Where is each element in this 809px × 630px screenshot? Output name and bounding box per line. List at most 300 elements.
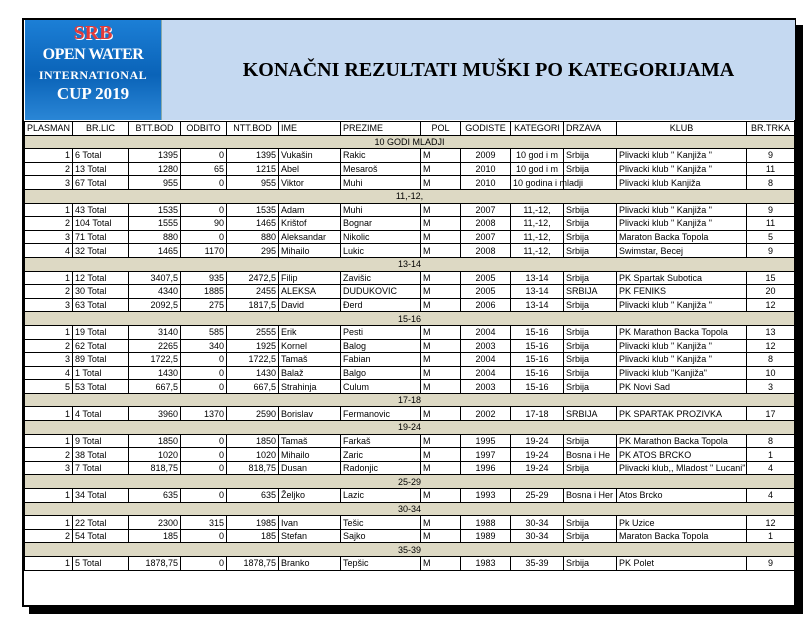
table-cell: 2 bbox=[25, 162, 73, 176]
table-cell: David bbox=[279, 298, 341, 312]
table-cell: 2009 bbox=[461, 149, 511, 163]
table-cell: 635 bbox=[129, 489, 181, 503]
table-cell: 0 bbox=[181, 203, 227, 217]
table-cell: 104 Total bbox=[73, 217, 129, 231]
table-cell: 9 bbox=[747, 149, 795, 163]
table-cell: M bbox=[421, 366, 461, 380]
table-cell: 5 bbox=[747, 230, 795, 244]
table-cell: 185 bbox=[129, 529, 181, 543]
table-cell: 880 bbox=[129, 230, 181, 244]
table-cell: 1 Total bbox=[73, 366, 129, 380]
table-cell: M bbox=[421, 244, 461, 258]
table-row bbox=[25, 407, 795, 421]
logo-line-4: CUP 2019 bbox=[56, 84, 130, 103]
table-cell: 15 bbox=[747, 271, 795, 285]
column-header: PREZIME bbox=[341, 122, 421, 136]
table-cell: 2265 bbox=[129, 339, 181, 353]
table-cell: 62 Total bbox=[73, 339, 129, 353]
table-cell: Lukic bbox=[341, 244, 421, 258]
table-cell: 1 bbox=[25, 557, 73, 571]
table-cell: 13 Total bbox=[73, 162, 129, 176]
table-cell: 3 bbox=[747, 380, 795, 394]
table-cell: PK FENIKS bbox=[617, 285, 747, 299]
category-label: 25-29 bbox=[25, 475, 795, 489]
table-row bbox=[25, 529, 795, 543]
table-cell: Srbija bbox=[564, 203, 617, 217]
table-cell: Lazic bbox=[341, 489, 421, 503]
column-header: KLUB bbox=[617, 122, 747, 136]
table-cell: M bbox=[421, 516, 461, 530]
table-cell: Stefan bbox=[279, 529, 341, 543]
table-cell: 2008 bbox=[461, 217, 511, 231]
table-cell: 2007 bbox=[461, 230, 511, 244]
table-row bbox=[25, 380, 795, 394]
table-cell: 315 bbox=[181, 516, 227, 530]
table-cell: Plivacki klub " Kanjiža " bbox=[617, 339, 747, 353]
table-cell: PK SPARTAK PROZIVKA bbox=[617, 407, 747, 421]
table-cell: 67 Total bbox=[73, 176, 129, 190]
table-cell: M bbox=[421, 325, 461, 339]
table-cell: Srbija bbox=[564, 298, 617, 312]
table-cell: 12 bbox=[747, 298, 795, 312]
table-cell: Srbija bbox=[564, 461, 617, 475]
table-cell: 13-14 bbox=[511, 271, 564, 285]
column-header: BTT.BOD bbox=[129, 122, 181, 136]
table-cell: 2005 bbox=[461, 271, 511, 285]
table-cell: 11 bbox=[747, 217, 795, 231]
table-cell: PK Spartak Subotica bbox=[617, 271, 747, 285]
table-cell: Tešic bbox=[341, 516, 421, 530]
table-row bbox=[25, 339, 795, 353]
category-row bbox=[25, 189, 795, 203]
table-cell: 12 bbox=[747, 339, 795, 353]
table-cell: PK Novi Sad bbox=[617, 380, 747, 394]
table-cell: Mihailo bbox=[279, 448, 341, 462]
table-cell: 1985 bbox=[227, 516, 279, 530]
table-row bbox=[25, 271, 795, 285]
table-cell: M bbox=[421, 557, 461, 571]
table-row bbox=[25, 298, 795, 312]
table-cell: 1850 bbox=[227, 434, 279, 448]
table-row bbox=[25, 217, 795, 231]
table-cell: 0 bbox=[181, 353, 227, 367]
column-header: PLASMAN bbox=[25, 122, 73, 136]
table-cell: Mesaroš bbox=[341, 162, 421, 176]
table-cell: Pk Uzice bbox=[617, 516, 747, 530]
table-cell: Srbija bbox=[564, 339, 617, 353]
table-cell: 20 bbox=[747, 285, 795, 299]
table-cell: 1215 bbox=[227, 162, 279, 176]
table-cell: Balog bbox=[341, 339, 421, 353]
category-row bbox=[25, 393, 795, 407]
category-label: 17-18 bbox=[25, 393, 795, 407]
table-cell: 11,-12, bbox=[511, 230, 564, 244]
table-cell: M bbox=[421, 529, 461, 543]
table-cell: 0 bbox=[181, 529, 227, 543]
table-cell: Adam bbox=[279, 203, 341, 217]
table-cell: PK Polet bbox=[617, 557, 747, 571]
table-cell: 0 bbox=[181, 434, 227, 448]
table-cell: 15-16 bbox=[511, 353, 564, 367]
table-cell: Maraton Backa Topola bbox=[617, 529, 747, 543]
category-row bbox=[25, 257, 795, 271]
table-row bbox=[25, 448, 795, 462]
table-cell: Srbija bbox=[564, 271, 617, 285]
table-cell: Plivacki klub " Kanjiža " bbox=[617, 353, 747, 367]
table-cell: 90 bbox=[181, 217, 227, 231]
table-cell: Tamaš bbox=[279, 434, 341, 448]
table-cell: 635 bbox=[227, 489, 279, 503]
table-cell: Vukašin bbox=[279, 149, 341, 163]
table-cell: 0 bbox=[181, 448, 227, 462]
table-cell: 3 bbox=[25, 230, 73, 244]
table-cell: M bbox=[421, 230, 461, 244]
table-cell: 2006 bbox=[461, 298, 511, 312]
table-cell: Abel bbox=[279, 162, 341, 176]
table-cell: 818,75 bbox=[129, 461, 181, 475]
table-cell: 1 bbox=[25, 325, 73, 339]
table-cell: 1722,5 bbox=[227, 353, 279, 367]
table-cell: 19-24 bbox=[511, 434, 564, 448]
table-cell: Srbija bbox=[564, 516, 617, 530]
category-row bbox=[25, 543, 795, 557]
page-title: KONAČNI REZULTATI MUŠKI PO KATEGORIJAMA bbox=[242, 58, 735, 81]
table-cell: 17-18 bbox=[511, 407, 564, 421]
table-cell: 3407,5 bbox=[129, 271, 181, 285]
table-cell: 2 bbox=[25, 529, 73, 543]
category-label: 15-16 bbox=[25, 312, 795, 326]
table-cell: 2472,5 bbox=[227, 271, 279, 285]
table-cell: 13 bbox=[747, 325, 795, 339]
table-cell: Balaž bbox=[279, 366, 341, 380]
table-cell: 53 Total bbox=[73, 380, 129, 394]
table-cell: M bbox=[421, 162, 461, 176]
table-cell: 4 bbox=[747, 461, 795, 475]
table-cell: Srbija bbox=[564, 325, 617, 339]
table-cell: Bosna i Her bbox=[564, 489, 617, 503]
column-header: DRZAVA bbox=[564, 122, 617, 136]
table-cell: M bbox=[421, 339, 461, 353]
table-cell: Rakic bbox=[341, 149, 421, 163]
table-cell: 4 bbox=[25, 244, 73, 258]
table-cell: 1280 bbox=[129, 162, 181, 176]
results-sheet bbox=[22, 18, 796, 607]
table-cell: 8 bbox=[747, 353, 795, 367]
table-cell: Srbija bbox=[564, 557, 617, 571]
table-cell: 5 Total bbox=[73, 557, 129, 571]
table-cell: Đerd bbox=[341, 298, 421, 312]
table-cell: 1 bbox=[25, 434, 73, 448]
table-cell: 1983 bbox=[461, 557, 511, 571]
table-cell: 13-14 bbox=[511, 298, 564, 312]
table-cell: 2004 bbox=[461, 353, 511, 367]
table-cell: 38 Total bbox=[73, 448, 129, 462]
table-cell: 8 bbox=[747, 176, 795, 190]
table-cell: 1535 bbox=[129, 203, 181, 217]
table-cell: 1878,75 bbox=[129, 557, 181, 571]
table-cell: Radonjic bbox=[341, 461, 421, 475]
table-row bbox=[25, 285, 795, 299]
table-cell: 8 bbox=[747, 434, 795, 448]
table-cell: M bbox=[421, 271, 461, 285]
table-cell: Tepšic bbox=[341, 557, 421, 571]
table-cell: 2 bbox=[25, 285, 73, 299]
table-cell: 4 bbox=[25, 366, 73, 380]
category-row bbox=[25, 135, 795, 149]
table-cell: 1988 bbox=[461, 516, 511, 530]
table-cell: 3140 bbox=[129, 325, 181, 339]
table-cell: Kornel bbox=[279, 339, 341, 353]
table-cell: 1555 bbox=[129, 217, 181, 231]
table-cell: M bbox=[421, 407, 461, 421]
table-cell: 15-16 bbox=[511, 380, 564, 394]
table-cell: 2007 bbox=[461, 203, 511, 217]
table-cell: 1817,5 bbox=[227, 298, 279, 312]
table-cell: M bbox=[421, 461, 461, 475]
table-cell: Željko bbox=[279, 489, 341, 503]
table-cell: 2002 bbox=[461, 407, 511, 421]
table-cell: Bognar bbox=[341, 217, 421, 231]
table-cell: 10 godina i mladji bbox=[511, 176, 564, 190]
table-cell: Plivacki klub Kanjiža bbox=[617, 176, 747, 190]
table-row bbox=[25, 230, 795, 244]
table-row bbox=[25, 149, 795, 163]
table-cell: M bbox=[421, 353, 461, 367]
table-row bbox=[25, 353, 795, 367]
category-row bbox=[25, 502, 795, 516]
table-cell: Srbija bbox=[564, 366, 617, 380]
table-cell: Fabian bbox=[341, 353, 421, 367]
table-cell: 1993 bbox=[461, 489, 511, 503]
table-cell: 2004 bbox=[461, 325, 511, 339]
table-cell: Plivacki klub " Kanjiža " bbox=[617, 217, 747, 231]
table-cell: 0 bbox=[181, 230, 227, 244]
table-cell: 34 Total bbox=[73, 489, 129, 503]
table-cell: 275 bbox=[181, 298, 227, 312]
table-row bbox=[25, 434, 795, 448]
table-cell: 185 bbox=[227, 529, 279, 543]
table-row bbox=[25, 461, 795, 475]
table-cell: 1170 bbox=[181, 244, 227, 258]
table-cell: Srbija bbox=[564, 149, 617, 163]
table-row bbox=[25, 325, 795, 339]
table-cell: 1535 bbox=[227, 203, 279, 217]
table-cell: Srbija bbox=[564, 230, 617, 244]
table-cell: 818,75 bbox=[227, 461, 279, 475]
table-cell: Borislav bbox=[279, 407, 341, 421]
table-cell: 1395 bbox=[129, 149, 181, 163]
table-cell: 35-39 bbox=[511, 557, 564, 571]
table-cell: Srbija bbox=[564, 217, 617, 231]
table-cell: 10 god i m bbox=[511, 162, 564, 176]
table-cell: 935 bbox=[181, 271, 227, 285]
table-cell: ALEKSA bbox=[279, 285, 341, 299]
table-cell: 4 bbox=[747, 489, 795, 503]
table-cell: 1 bbox=[25, 516, 73, 530]
table-cell: DUDUKOVIC bbox=[341, 285, 421, 299]
table-cell: 2008 bbox=[461, 244, 511, 258]
table-cell: Maraton Backa Topola bbox=[617, 230, 747, 244]
table-cell: Pesti bbox=[341, 325, 421, 339]
table-cell: 10 bbox=[747, 366, 795, 380]
table-cell: 1996 bbox=[461, 461, 511, 475]
table-cell: 585 bbox=[181, 325, 227, 339]
table-cell: 3 bbox=[25, 298, 73, 312]
table-cell: 17 bbox=[747, 407, 795, 421]
results-table bbox=[24, 121, 795, 571]
table-cell: Branko bbox=[279, 557, 341, 571]
table-cell: 71 Total bbox=[73, 230, 129, 244]
table-cell: 2590 bbox=[227, 407, 279, 421]
table-cell: 15-16 bbox=[511, 325, 564, 339]
table-cell: Fermanovic bbox=[341, 407, 421, 421]
table-cell: 1430 bbox=[129, 366, 181, 380]
column-header: GODISTE bbox=[461, 122, 511, 136]
table-cell: Zaric bbox=[341, 448, 421, 462]
table-cell: M bbox=[421, 448, 461, 462]
category-row bbox=[25, 312, 795, 326]
table-cell: 0 bbox=[181, 489, 227, 503]
table-cell: 19-24 bbox=[511, 448, 564, 462]
column-header: IME bbox=[279, 122, 341, 136]
table-row bbox=[25, 176, 795, 190]
table-cell: Muhi bbox=[341, 203, 421, 217]
table-cell: 1465 bbox=[227, 217, 279, 231]
table-cell: M bbox=[421, 489, 461, 503]
column-header: POL bbox=[421, 122, 461, 136]
table-cell: 4 Total bbox=[73, 407, 129, 421]
table-cell: 2005 bbox=[461, 285, 511, 299]
table-cell: 1878,75 bbox=[227, 557, 279, 571]
table-cell: 22 Total bbox=[73, 516, 129, 530]
table-cell: PK ATOS BRCKO bbox=[617, 448, 747, 462]
table-cell: 11,-12, bbox=[511, 244, 564, 258]
column-header: ODBITO bbox=[181, 122, 227, 136]
category-label: 19-24 bbox=[25, 421, 795, 435]
logo-line-2: OPEN WATER bbox=[42, 46, 144, 63]
table-cell: 11,-12, bbox=[511, 217, 564, 231]
table-cell: 9 Total bbox=[73, 434, 129, 448]
table-cell: Balgo bbox=[341, 366, 421, 380]
table-cell: 12 Total bbox=[73, 271, 129, 285]
table-cell: 667,5 bbox=[227, 380, 279, 394]
table-cell: 15-16 bbox=[511, 339, 564, 353]
table-cell: Bosna i He bbox=[564, 448, 617, 462]
table-cell: Plivacki klub " Kanjiža " bbox=[617, 149, 747, 163]
table-cell: 32 Total bbox=[73, 244, 129, 258]
column-header: KATEGORI bbox=[511, 122, 564, 136]
header bbox=[24, 20, 794, 122]
table-cell: M bbox=[421, 203, 461, 217]
table-cell: 2 bbox=[25, 217, 73, 231]
table-cell: 2004 bbox=[461, 366, 511, 380]
table-cell: 1995 bbox=[461, 434, 511, 448]
table-cell: 2003 bbox=[461, 339, 511, 353]
table-row bbox=[25, 557, 795, 571]
table-cell: 1 bbox=[25, 271, 73, 285]
table-cell: 2 bbox=[25, 448, 73, 462]
table-cell: Filip bbox=[279, 271, 341, 285]
table-cell: 1989 bbox=[461, 529, 511, 543]
category-row bbox=[25, 475, 795, 489]
table-cell: 2092,5 bbox=[129, 298, 181, 312]
table-cell: 4340 bbox=[129, 285, 181, 299]
table-cell: 1020 bbox=[129, 448, 181, 462]
table-cell: 30-34 bbox=[511, 529, 564, 543]
table-cell: Dusan bbox=[279, 461, 341, 475]
table-cell: 1 bbox=[25, 489, 73, 503]
category-row bbox=[25, 421, 795, 435]
table-cell: Zavišic bbox=[341, 271, 421, 285]
table-cell: 2300 bbox=[129, 516, 181, 530]
table-cell: 0 bbox=[181, 380, 227, 394]
table-cell: 65 bbox=[181, 162, 227, 176]
table-cell: Aleksandar bbox=[279, 230, 341, 244]
category-label: 13-14 bbox=[25, 257, 795, 271]
table-cell: 1997 bbox=[461, 448, 511, 462]
logo-line-1: SRB bbox=[73, 22, 113, 44]
table-cell: M bbox=[421, 149, 461, 163]
table-cell: 1 bbox=[25, 149, 73, 163]
table-cell: 10 god i m bbox=[511, 149, 564, 163]
column-header: BR.LIC bbox=[73, 122, 129, 136]
table-cell: 0 bbox=[181, 176, 227, 190]
table-cell: Plivacki klub,, Mladost " Lucani" bbox=[617, 461, 747, 475]
table-row bbox=[25, 516, 795, 530]
table-cell: Plivacki klub " Kanjiža " bbox=[617, 298, 747, 312]
table-cell: 0 bbox=[181, 461, 227, 475]
event-logo bbox=[25, 20, 161, 120]
table-cell: PK Marathon Backa Topola bbox=[617, 434, 747, 448]
table-cell: 1465 bbox=[129, 244, 181, 258]
table-cell: 2 bbox=[25, 339, 73, 353]
table-cell: Srbija bbox=[564, 244, 617, 258]
table-cell: M bbox=[421, 285, 461, 299]
table-cell: 3 bbox=[25, 353, 73, 367]
table-cell: 1 bbox=[25, 407, 73, 421]
table-cell: M bbox=[421, 217, 461, 231]
table-cell: 2003 bbox=[461, 380, 511, 394]
table-cell: 3 bbox=[25, 176, 73, 190]
table-cell: 1430 bbox=[227, 366, 279, 380]
table-cell: Srbija bbox=[564, 380, 617, 394]
table-cell: 9 bbox=[747, 203, 795, 217]
table-cell: 880 bbox=[227, 230, 279, 244]
table-cell: Ivan bbox=[279, 516, 341, 530]
table-cell: Krištof bbox=[279, 217, 341, 231]
table-cell: 9 bbox=[747, 244, 795, 258]
table-cell: Srbija bbox=[564, 353, 617, 367]
table-cell: 43 Total bbox=[73, 203, 129, 217]
table-cell: Plivacki klub " Kanjiža " bbox=[617, 162, 747, 176]
table-cell: M bbox=[421, 434, 461, 448]
table-cell: 955 bbox=[227, 176, 279, 190]
table-cell: Sajko bbox=[341, 529, 421, 543]
table-cell: 30 Total bbox=[73, 285, 129, 299]
table-body bbox=[25, 135, 795, 570]
table-cell: Srbija bbox=[564, 162, 617, 176]
table-cell: M bbox=[421, 380, 461, 394]
table-row bbox=[25, 366, 795, 380]
table-cell: 89 Total bbox=[73, 353, 129, 367]
table-cell: 3 bbox=[25, 461, 73, 475]
table-row bbox=[25, 489, 795, 503]
table-cell: Srbija bbox=[564, 434, 617, 448]
table-cell: 19-24 bbox=[511, 461, 564, 475]
table-cell: M bbox=[421, 298, 461, 312]
table-cell: 13-14 bbox=[511, 285, 564, 299]
table-cell: 19 Total bbox=[73, 325, 129, 339]
